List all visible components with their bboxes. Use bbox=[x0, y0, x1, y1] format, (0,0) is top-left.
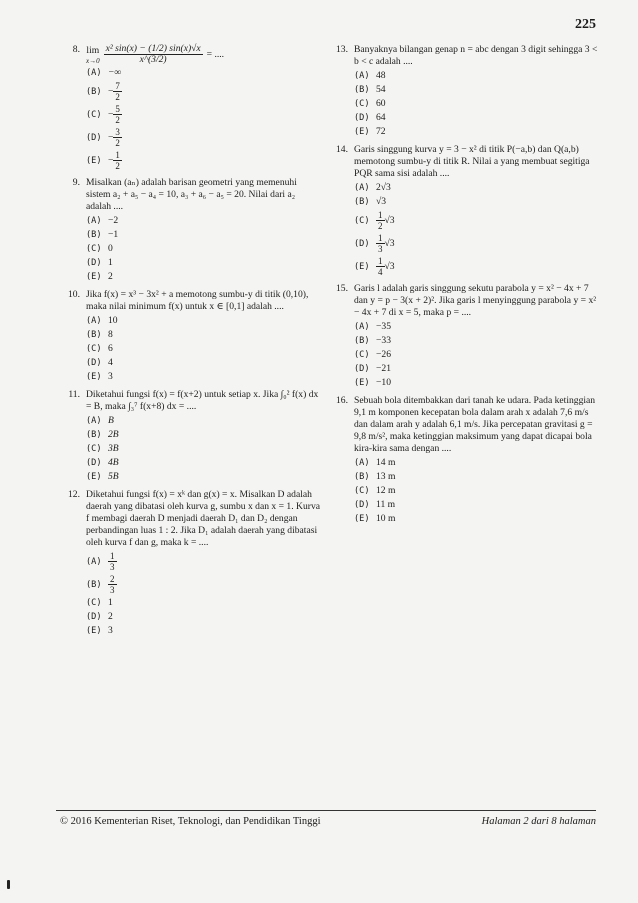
question-number: 11. bbox=[68, 389, 80, 400]
question-16 bbox=[328, 395, 600, 525]
option-c[interactable]: (C) 6 bbox=[86, 343, 113, 354]
limit-denominator: x^(3/2) bbox=[139, 54, 167, 65]
scan-mark bbox=[7, 880, 10, 889]
question-text: Misalkan (aₙ) adalah barisan geometri yang memenuhi sistem a₂ + a₅ − a₄ = 10, a₃ + a₆ − a₅ = 20. Nilai dari a₂ adalah .... bbox=[86, 177, 297, 212]
option-a[interactable]: (A) 2√3 bbox=[354, 182, 391, 193]
option-b[interactable]: (B) 54 bbox=[354, 84, 386, 95]
option-c[interactable]: (C) 60 bbox=[354, 98, 386, 109]
option-d[interactable]: (D) 1 bbox=[86, 257, 113, 268]
option-b[interactable]: (B) $\frac{2}{3}$ bbox=[86, 574, 115, 595]
option-a[interactable]: (A) −35 bbox=[354, 321, 392, 332]
option-e[interactable]: (E) 3 bbox=[86, 371, 113, 382]
question-15 bbox=[328, 283, 600, 389]
question-number: 9. bbox=[72, 177, 80, 188]
footer-copyright: © 2016 Kementerian Riset, Teknologi, dan Pendidikan Tinggi bbox=[60, 816, 321, 827]
question-13 bbox=[328, 44, 600, 138]
option-a[interactable]: (A) B bbox=[86, 415, 114, 426]
question-number: 8. bbox=[72, 44, 80, 55]
lim-subscript: x→0 bbox=[86, 56, 100, 65]
question-text: Diketahui fungsi f(x) = xᵏ dan g(x) = x. Misalkan D adalah daerah yang dibatasi oleh kurva g, sumbu x dan x = 1. Kurva f membagi daerah D menjadi daerah D₁ dan D₂ dengan perbandingan luas 1 : 2. Jika D₁ adalah daerah yang dibatasi oleh kurva f dan g, maka k = .... bbox=[86, 489, 321, 548]
question-text: Garis singgung kurva y = 3 − x² di titik P(−a,b) dan Q(a,b) memotong sumbu-y di titik R. Nilai a yang membuat segitiga PQR sama sisi adalah .... bbox=[354, 144, 590, 179]
option-d[interactable]: (D) 2 bbox=[86, 611, 113, 622]
question-number: 14. bbox=[336, 144, 348, 155]
question-number: 10. bbox=[68, 289, 80, 300]
limit-expression bbox=[86, 44, 322, 65]
question-text: Banyaknya bilangan genap n = abc dengan 3 digit sehingga 3 < b < c adalah .... bbox=[354, 44, 598, 67]
left-column bbox=[60, 44, 322, 643]
limit-tail: = .... bbox=[206, 48, 225, 60]
option-d[interactable]: (D) 64 bbox=[354, 112, 386, 123]
question-11 bbox=[60, 389, 322, 483]
question-text: Diketahui fungsi f(x) = f(x+2) untuk setiap x. Jika ∫₀² f(x) dx = B, maka ∫₃⁷ f(x+8) dx = .... bbox=[86, 389, 319, 412]
option-e[interactable]: (E) 72 bbox=[354, 126, 386, 137]
option-a[interactable]: (A) $\frac{1}{3}$ bbox=[86, 551, 115, 572]
lim-word: lim bbox=[86, 44, 100, 56]
option-a[interactable]: (A) 48 bbox=[354, 70, 386, 81]
question-9 bbox=[60, 177, 322, 283]
option-d[interactable]: (D) − $\frac{3}{2}$ bbox=[86, 127, 120, 148]
page-number: 225 bbox=[575, 17, 596, 32]
option-d[interactable]: (D) 11 m bbox=[354, 499, 396, 510]
question-text: Jika f(x) = x³ − 3x² + a memotong sumbu-y di titik (0,10), maka nilai minimum f(x) untuk x ∈ [0,1] adalah .... bbox=[86, 289, 309, 312]
option-b[interactable]: (B) √3 bbox=[354, 196, 387, 207]
question-number: 13. bbox=[336, 44, 348, 55]
question-number: 16. bbox=[336, 395, 348, 406]
option-b[interactable]: (B) 2B bbox=[86, 429, 119, 440]
question-number: 15. bbox=[336, 283, 348, 294]
option-b[interactable]: (B) − $\frac{7}{2}$ bbox=[86, 81, 120, 102]
option-e[interactable]: (E) 10 m bbox=[354, 513, 396, 524]
option-a[interactable]: (A) −∞ bbox=[86, 67, 122, 78]
option-c[interactable]: (C) −26 bbox=[354, 349, 392, 360]
footer-page-count: Halaman 2 dari 8 halaman bbox=[481, 816, 596, 827]
option-e[interactable]: (E) 5B bbox=[86, 471, 119, 482]
option-c[interactable]: (C) 1 bbox=[86, 597, 113, 608]
option-b[interactable]: (B) −33 bbox=[354, 335, 392, 346]
option-a[interactable]: (A) 14 m bbox=[354, 457, 396, 468]
question-text: Sebuah bola ditembakkan dari tanah ke udara. Pada ketinggian 9,1 m komponen kecepatan bola dalam arah x adalah 7,6 m/s dan dalam arah y adalah 6,1 m/s. Jika percepatan gravitasi g = 9,8 m/s², maka ketinggian maksimum yang dapat dicapai bola kira-kira sama dengan .... bbox=[354, 395, 596, 454]
question-number: 12. bbox=[68, 489, 80, 500]
option-e[interactable]: (E) 3 bbox=[86, 625, 113, 636]
option-c[interactable]: (C) 12 m bbox=[354, 485, 396, 496]
option-c[interactable]: (C) − $\frac{5}{2}$ bbox=[86, 104, 120, 125]
question-10 bbox=[60, 289, 322, 383]
option-d[interactable]: (D) −21 bbox=[354, 363, 392, 374]
option-e[interactable]: (E) − $\frac{1}{2}$ bbox=[86, 150, 120, 171]
option-c[interactable]: (C) 0 bbox=[86, 243, 113, 254]
question-14 bbox=[328, 144, 600, 277]
footer-divider bbox=[56, 810, 596, 811]
option-e[interactable]: (E) $\frac{1}{4}$ √3 bbox=[354, 256, 395, 277]
question-text: Garis l adalah garis singgung sekutu parabola y = x² − 4x + 7 dan y = p − 3(x + 2)². Jika garis l menyinggung parabola y = x² − 4x + 7 di x = 5, maka p = .... bbox=[354, 283, 597, 318]
option-a[interactable]: (A) −2 bbox=[86, 215, 119, 226]
option-d[interactable]: (D) 4B bbox=[86, 457, 119, 468]
limit-numerator: x² sin(x) − (1/2) sin(x)√x bbox=[105, 43, 201, 54]
option-e[interactable]: (E) 2 bbox=[86, 271, 113, 282]
question-12 bbox=[60, 489, 322, 637]
option-d[interactable]: (D) 4 bbox=[86, 357, 113, 368]
right-column bbox=[328, 44, 600, 531]
option-c[interactable]: (C) $\frac{1}{2}$ √3 bbox=[354, 210, 395, 231]
option-b[interactable]: (B) 8 bbox=[86, 329, 113, 340]
option-e[interactable]: (E) −10 bbox=[354, 377, 392, 388]
option-a[interactable]: (A) 10 bbox=[86, 315, 118, 326]
option-b[interactable]: (B) 13 m bbox=[354, 471, 396, 482]
option-d[interactable]: (D) $\frac{1}{3}$ √3 bbox=[354, 233, 395, 254]
option-b[interactable]: (B) −1 bbox=[86, 229, 119, 240]
question-8 bbox=[60, 44, 322, 171]
option-c[interactable]: (C) 3B bbox=[86, 443, 119, 454]
